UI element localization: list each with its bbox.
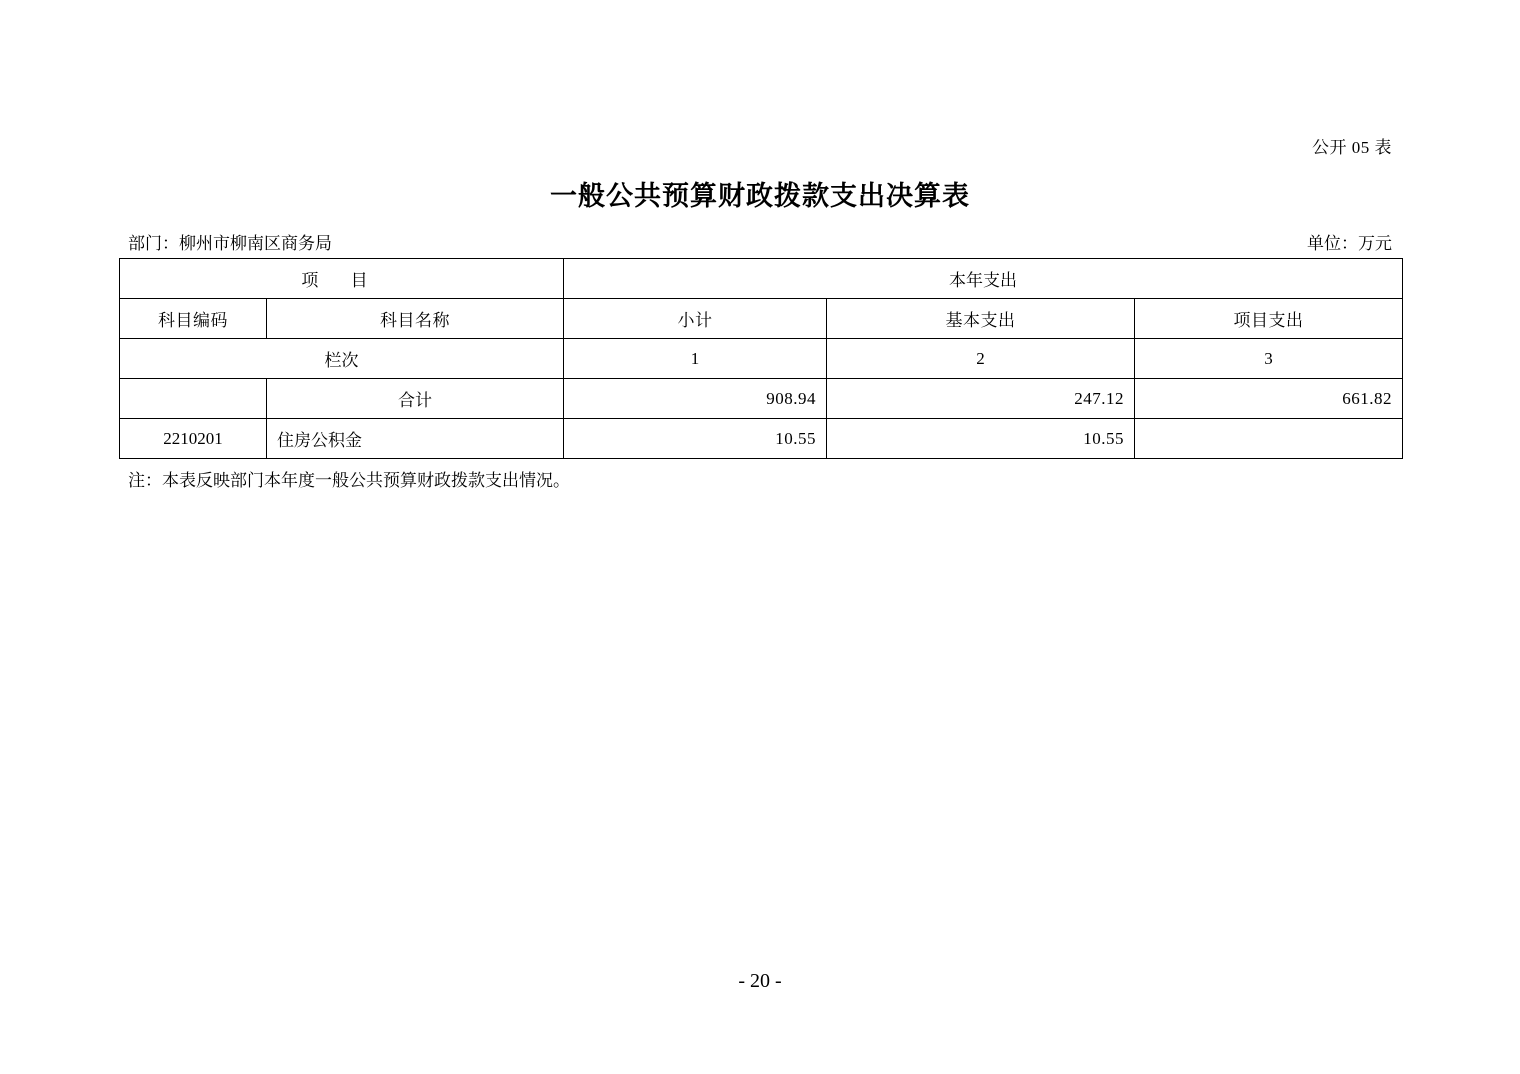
header-col-project: 项目支出 xyxy=(1135,299,1403,339)
header-current-year-group: 本年支出 xyxy=(564,259,1403,299)
row-housing-fund-project xyxy=(1135,419,1403,459)
row-total-project: 661.82 xyxy=(1135,379,1403,419)
row-total-name: 合计 xyxy=(267,379,564,419)
row-total-code xyxy=(120,379,267,419)
row-housing-fund-code: 2210201 xyxy=(120,419,267,459)
row-housing-fund-subtotal: 10.55 xyxy=(564,419,827,459)
budget-expenditure-table xyxy=(119,258,1403,459)
header-col-basic: 基本支出 xyxy=(827,299,1135,339)
table-column-index-row xyxy=(120,339,1403,379)
column-index-3: 3 xyxy=(1135,339,1403,379)
row-total-basic: 247.12 xyxy=(827,379,1135,419)
table-header-row-columns xyxy=(120,299,1403,339)
department-label: 部门：柳州市柳南区商务局 xyxy=(128,234,332,253)
table-row xyxy=(120,419,1403,459)
table-note: 注：本表反映部门本年度一般公共预算财政拨款支出情况。 xyxy=(128,471,570,490)
header-item-group: 项 目 xyxy=(120,259,564,299)
column-index-label: 栏次 xyxy=(120,339,564,379)
header-col-subtotal: 小计 xyxy=(564,299,827,339)
header-col-name: 科目名称 xyxy=(267,299,564,339)
page-title: 一般公共预算财政拨款支出决算表 xyxy=(550,181,970,211)
page-number: - 20 - xyxy=(738,970,782,992)
unit-label: 单位：万元 xyxy=(1307,234,1392,253)
form-code-label: 公开 05 表 xyxy=(1312,138,1392,157)
table-row xyxy=(120,379,1403,419)
column-index-2: 2 xyxy=(827,339,1135,379)
row-housing-fund-name: 住房公积金 xyxy=(267,419,564,459)
row-housing-fund-basic: 10.55 xyxy=(827,419,1135,459)
column-index-1: 1 xyxy=(564,339,827,379)
header-col-code: 科目编码 xyxy=(120,299,267,339)
table-header-row-groups xyxy=(120,259,1403,299)
row-total-subtotal: 908.94 xyxy=(564,379,827,419)
